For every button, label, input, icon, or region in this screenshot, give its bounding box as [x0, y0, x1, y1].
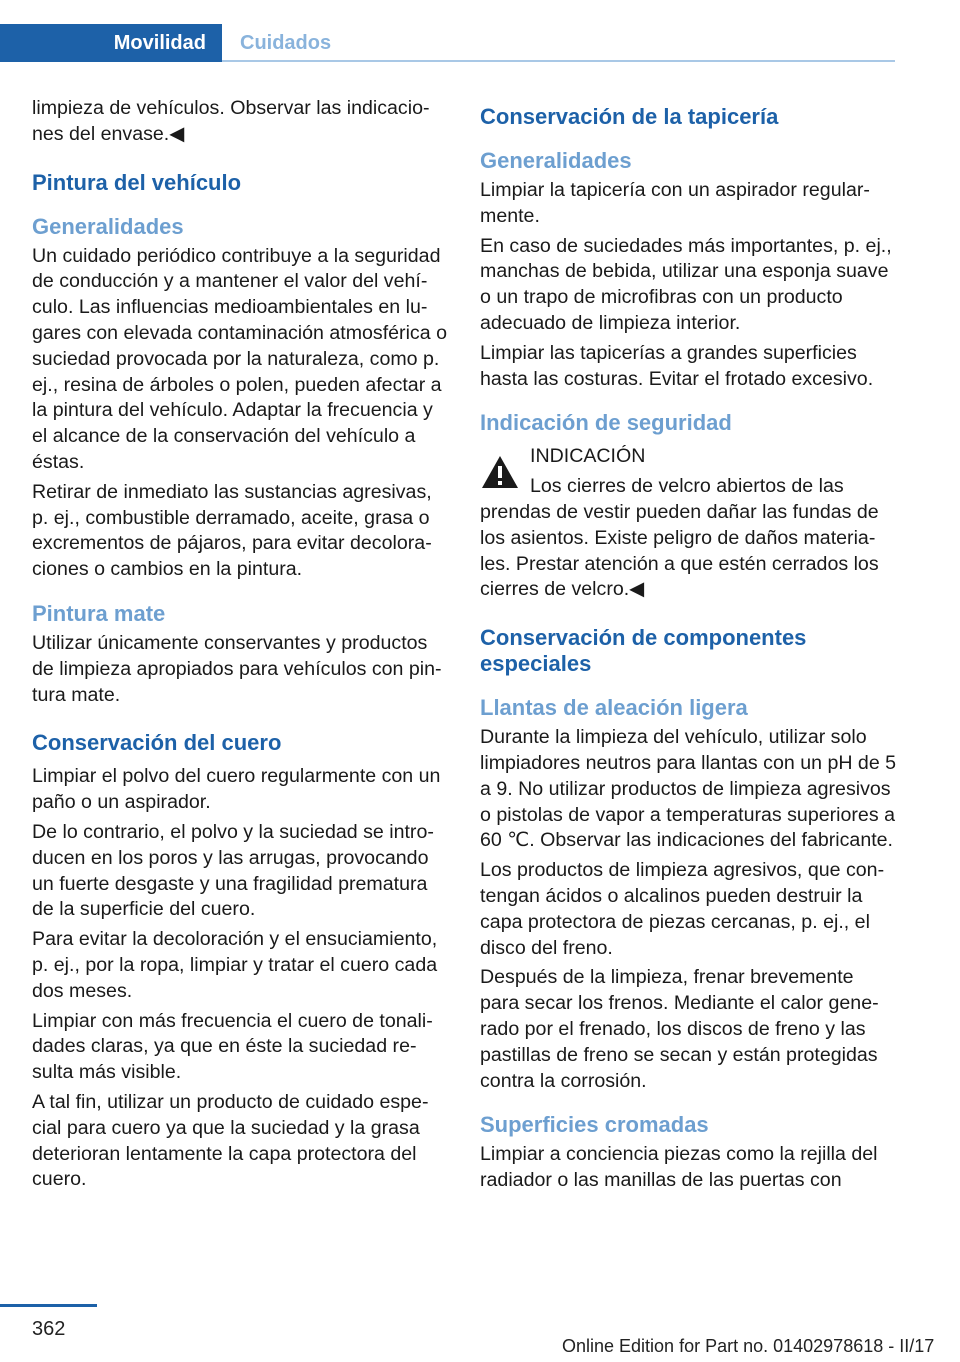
subheading-superficies-cromadas: Superficies cromadas	[480, 1112, 709, 1138]
paragraph: Después de la limpieza, frenar brevemente para secar los frenos. Mediante el calor generado por el frenado, los discos de freno y las pastillas de freno se secan y están protegidas contra la corrosión.	[480, 966, 879, 1092]
paragraph: Limpiar el polvo del cuero regularmente con un paño o un aspirador.	[32, 765, 441, 814]
subheading-indicacion-seguridad: Indicación de seguridad	[480, 410, 732, 436]
tab-cuidados[interactable]: Cuidados	[240, 31, 332, 54]
page-number: 362	[32, 1318, 66, 1340]
notice-heading: INDICACIÓN	[530, 445, 646, 468]
paragraph: Retirar de inmediato las sustancias agresivas, p. ej., combustible derramado, aceite, grasa o excrementos de pájaros, para evitar decoloraciones o cambios en la pintura.	[32, 480, 432, 581]
paragraph: A tal fin, utilizar un producto de cuidado especial para cuero ya que la suciedad y la grasa deterioran lentamente la capa protectora del cuero.	[32, 1090, 429, 1191]
paragraph: Los productos de limpieza agresivos, que contengan ácidos o alcalinos pueden destruir la capa protectora de piezas cercanas, p. ej., el disco del freno.	[480, 859, 885, 959]
right-column	[480, 96, 898, 1198]
paragraph: Utilizar únicamente conservantes y productos de limpieza apropiados para vehículos con pintura mate.	[32, 631, 442, 706]
paragraph: Limpiar a conciencia piezas como la rejilla del radiador o las manillas de las puertas con	[480, 1143, 878, 1192]
paragraph: Para evitar la decoloración y el ensuciamiento, p. ej., por la ropa, limpiar y tratar el cuero cada dos meses.	[32, 928, 438, 1002]
paragraph: Limpiar la tapicería con un aspirador regularmente.	[480, 179, 870, 227]
subheading-generalidades: Generalidades	[32, 213, 184, 239]
paragraph: Limpiar con más frecuencia el cuero de tonalidades claras, ya que en éste la suciedad resulta más visible.	[32, 1009, 433, 1084]
paragraph: En caso de suciedades más importantes, p. ej., manchas de bebida, utilizar una esponja suave o un trapo de microfibras con un producto adecuado de limpieza interior.	[480, 234, 892, 334]
edition-footer: Online Edition for Part no. 01402978618 - II/17	[562, 1336, 935, 1356]
heading-conservacion-cuero: Conservación del cuero	[32, 730, 282, 756]
intro-paragraph: limpieza de vehículos. Observar las indicaciones del envase.◀	[32, 97, 430, 145]
left-column	[32, 96, 450, 1197]
paragraph: Durante la limpieza del vehículo, utilizar solo limpiadores neutros para llantas con un pH de 5 a 9. No utilizar productos de limpieza agresivos o pistolas de vapor a temperaturas superiores a 60 ℃. Observar las indicaciones del fabricante.	[480, 726, 897, 852]
paragraph: Un cuidado periódico contribuye a la seguridad de conducción y a mantener el valor del vehículo. Las influencias medioambientales en lugares con elevada contaminación atmosférica o suciedad provocada por la naturaleza, como p. ej., resina de árboles o polen, pueden afectar a la pintura del vehículo. Adaptar la frecuencia y el alcance de la conservación del vehículo a éstas.	[32, 244, 447, 473]
subheading-pintura-mate: Pintura mate	[32, 600, 166, 626]
warning-triangle-icon	[480, 454, 520, 490]
safety-notice	[480, 440, 898, 603]
subheading-llantas: Llantas de aleación ligera	[480, 695, 748, 721]
heading-pintura-vehiculo: Pintura del vehículo	[32, 169, 242, 195]
tab-movilidad[interactable]: Movilidad	[0, 24, 222, 62]
subheading-generalidades: Generalidades	[480, 148, 632, 173]
notice-body: Los cierres de velcro abiertos de las prendas de vestir pueden dañar las fundas de los asientos. Existe peligro de daños materiales. Prestar atención a que estén cerrados los cierres de velcro.◀	[480, 475, 879, 601]
header-tabs	[0, 0, 895, 62]
paragraph: Limpiar las tapicerías a grandes superficies hasta las costuras. Evitar el frotado excesivo.	[480, 341, 874, 390]
heading-conservacion-tapiceria: Conservación de la tapicería	[480, 104, 779, 129]
heading-componentes-especiales: Conservación de componentes especiales	[480, 625, 807, 677]
header-rule	[222, 60, 895, 62]
paragraph: De lo contrario, el polvo y la suciedad se introducen en los poros y las arrugas, provocando un fuerte desgaste y una fragilidad prematura de la superficie del cuero.	[32, 820, 434, 921]
page-number-rule	[0, 1304, 97, 1307]
